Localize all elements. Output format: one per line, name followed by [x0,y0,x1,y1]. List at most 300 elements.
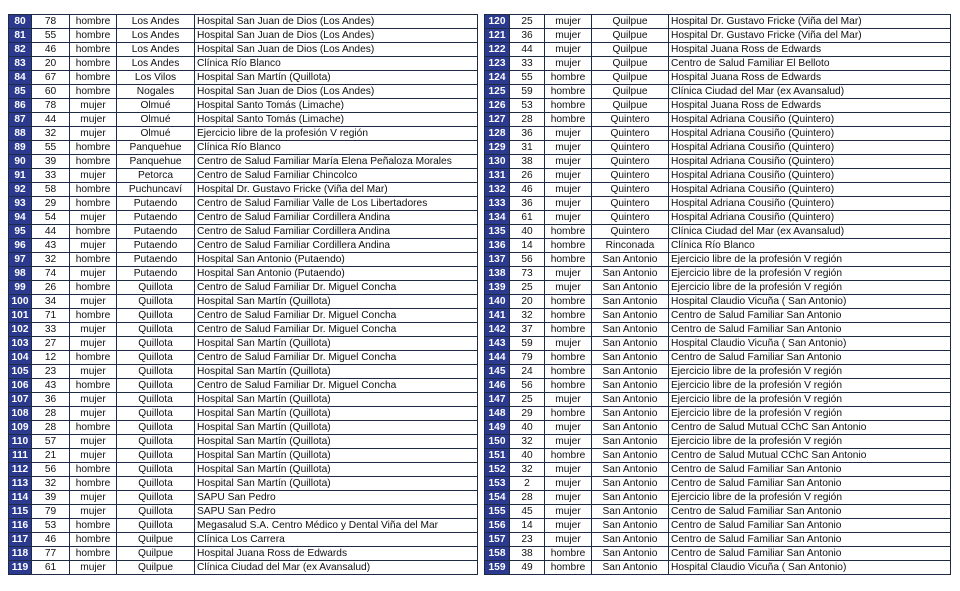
institution-cell: Centro de Salud Familiar Valle de Los Libertadores [195,197,478,211]
age-cell: 38 [510,155,545,169]
case-number-cell: 158 [485,547,510,561]
age-cell: 45 [510,505,545,519]
commune-cell: San Antonio [592,519,669,533]
institution-cell: Hospital Adriana Cousiño (Quintero) [669,155,951,169]
case-number-cell: 102 [9,323,32,337]
cases-table-right [484,14,951,575]
table-row [9,85,478,99]
commune-cell: Putaendo [117,253,195,267]
sex-cell: mujer [70,407,117,421]
case-number-cell: 142 [485,323,510,337]
age-cell: 32 [32,127,70,141]
commune-cell: San Antonio [592,351,669,365]
case-number-cell: 83 [9,57,32,71]
table-row [9,449,478,463]
cases-table-left-body [9,15,478,575]
commune-cell: San Antonio [592,253,669,267]
table-row [9,477,478,491]
institution-cell: Hospital Adriana Cousiño (Quintero) [669,211,951,225]
institution-cell: Hospital Dr. Gustavo Fricke (Viña del Mar) [669,29,951,43]
table-row [9,323,478,337]
age-cell: 32 [510,435,545,449]
sex-cell: hombre [545,561,592,575]
age-cell: 33 [510,57,545,71]
table-row [485,155,951,169]
institution-cell: Centro de Salud Familiar San Antonio [669,533,951,547]
case-number-cell: 104 [9,351,32,365]
table-row [9,281,478,295]
table-row [9,43,478,57]
age-cell: 28 [32,421,70,435]
case-number-cell: 128 [485,127,510,141]
institution-cell: Centro de Salud Familiar San Antonio [669,463,951,477]
commune-cell: Quintero [592,155,669,169]
table-row [485,71,951,85]
case-number-cell: 86 [9,99,32,113]
institution-cell: SAPU San Pedro [195,505,478,519]
commune-cell: Petorca [117,169,195,183]
sex-cell: hombre [70,477,117,491]
table-row [9,155,478,169]
table-row [485,183,951,197]
sex-cell: hombre [70,351,117,365]
case-number-cell: 98 [9,267,32,281]
commune-cell: San Antonio [592,309,669,323]
commune-cell: Quintero [592,141,669,155]
table-row [9,169,478,183]
institution-cell: Hospital Claudio Vicuña ( San Antonio) [669,295,951,309]
sex-cell: mujer [545,337,592,351]
institution-cell: Hospital San Martín (Quillota) [195,435,478,449]
age-cell: 23 [510,533,545,547]
sex-cell: mujer [70,505,117,519]
sex-cell: hombre [545,99,592,113]
sex-cell: mujer [545,533,592,547]
age-cell: 25 [510,393,545,407]
sex-cell: mujer [70,169,117,183]
sex-cell: hombre [70,15,117,29]
table-row [9,407,478,421]
age-cell: 71 [32,309,70,323]
institution-cell: Hospital Adriana Cousiño (Quintero) [669,113,951,127]
commune-cell: Quilpue [592,85,669,99]
age-cell: 59 [510,337,545,351]
table-row [9,379,478,393]
age-cell: 56 [32,463,70,477]
sex-cell: mujer [70,211,117,225]
institution-cell: Hospital Dr. Gustavo Fricke (Viña del Mar) [669,15,951,29]
age-cell: 33 [32,323,70,337]
commune-cell: Quillota [117,281,195,295]
commune-cell: Quintero [592,225,669,239]
case-number-cell: 100 [9,295,32,309]
sex-cell: hombre [545,547,592,561]
institution-cell: Hospital San Martín (Quillota) [195,337,478,351]
age-cell: 24 [510,365,545,379]
institution-cell: Hospital Claudio Vicuña ( San Antonio) [669,561,951,575]
case-number-cell: 127 [485,113,510,127]
sex-cell: mujer [70,99,117,113]
table-row [485,379,951,393]
commune-cell: San Antonio [592,547,669,561]
commune-cell: San Antonio [592,463,669,477]
institution-cell: Ejercicio libre de la profesión V región [669,393,951,407]
age-cell: 39 [32,491,70,505]
age-cell: 53 [32,519,70,533]
institution-cell: Hospital San Martín (Quillota) [195,71,478,85]
institution-cell: Hospital San Juan de Dios (Los Andes) [195,85,478,99]
case-number-cell: 121 [485,29,510,43]
case-number-cell: 112 [9,463,32,477]
case-number-cell: 80 [9,15,32,29]
age-cell: 14 [510,239,545,253]
age-cell: 43 [32,239,70,253]
institution-cell: Centro de Salud Familiar San Antonio [669,309,951,323]
case-number-cell: 81 [9,29,32,43]
institution-cell: Hospital Dr. Gustavo Fricke (Viña del Mar) [195,183,478,197]
commune-cell: Quillota [117,421,195,435]
table-row [485,351,951,365]
commune-cell: San Antonio [592,295,669,309]
commune-cell: Quintero [592,169,669,183]
commune-cell: Quillota [117,463,195,477]
table-row [485,477,951,491]
commune-cell: Putaendo [117,267,195,281]
table-row [485,113,951,127]
sex-cell: hombre [545,379,592,393]
case-number-cell: 141 [485,309,510,323]
sex-cell: hombre [70,29,117,43]
case-number-cell: 138 [485,267,510,281]
commune-cell: Quilpue [117,547,195,561]
case-number-cell: 111 [9,449,32,463]
commune-cell: Quillota [117,337,195,351]
institution-cell: Centro de Salud Familiar San Antonio [669,519,951,533]
commune-cell: San Antonio [592,337,669,351]
commune-cell: Quillota [117,477,195,491]
institution-cell: SAPU San Pedro [195,491,478,505]
table-row [9,337,478,351]
case-number-cell: 126 [485,99,510,113]
sex-cell: hombre [545,71,592,85]
table-row [485,211,951,225]
commune-cell: Quintero [592,197,669,211]
case-number-cell: 120 [485,15,510,29]
sex-cell: mujer [70,365,117,379]
sex-cell: mujer [545,155,592,169]
institution-cell: Ejercicio libre de la profesión V región [195,127,478,141]
institution-cell: Ejercicio libre de la profesión V región [669,365,951,379]
commune-cell: Olmué [117,99,195,113]
institution-cell: Ejercicio libre de la profesión V región [669,435,951,449]
table-row [485,561,951,575]
institution-cell: Hospital Adriana Cousiño (Quintero) [669,169,951,183]
institution-cell: Hospital San Martín (Quillota) [195,407,478,421]
table-row [485,421,951,435]
table-row [485,253,951,267]
commune-cell: Quillota [117,295,195,309]
age-cell: 49 [510,561,545,575]
table-row [485,295,951,309]
case-number-cell: 96 [9,239,32,253]
table-row [9,71,478,85]
case-number-cell: 146 [485,379,510,393]
sex-cell: mujer [70,435,117,449]
commune-cell: Quillota [117,365,195,379]
sex-cell: hombre [545,365,592,379]
age-cell: 26 [32,281,70,295]
age-cell: 21 [32,449,70,463]
table-row [485,309,951,323]
age-cell: 54 [32,211,70,225]
sex-cell: hombre [545,225,592,239]
sex-cell: hombre [70,519,117,533]
table-row [9,519,478,533]
age-cell: 33 [32,169,70,183]
age-cell: 53 [510,99,545,113]
commune-cell: Quillota [117,379,195,393]
institution-cell: Hospital San Juan de Dios (Los Andes) [195,15,478,29]
commune-cell: Panquehue [117,141,195,155]
case-number-cell: 101 [9,309,32,323]
institution-cell: Hospital San Antonio (Putaendo) [195,267,478,281]
institution-cell: Hospital Santo Tomás (Limache) [195,99,478,113]
sex-cell: mujer [545,421,592,435]
age-cell: 25 [510,281,545,295]
institution-cell: Centro de Salud Familiar Chincolco [195,169,478,183]
commune-cell: Quillota [117,519,195,533]
age-cell: 32 [510,463,545,477]
commune-cell: San Antonio [592,477,669,491]
age-cell: 36 [510,197,545,211]
institution-cell: Centro de Salud Familiar El Belloto [669,57,951,71]
sex-cell: hombre [545,351,592,365]
table-row [9,435,478,449]
institution-cell: Hospital San Martín (Quillota) [195,421,478,435]
commune-cell: San Antonio [592,533,669,547]
table-row [9,463,478,477]
age-cell: 44 [510,43,545,57]
case-number-cell: 117 [9,533,32,547]
commune-cell: Quillota [117,323,195,337]
case-number-cell: 88 [9,127,32,141]
age-cell: 61 [32,561,70,575]
case-number-cell: 109 [9,421,32,435]
institution-cell: Ejercicio libre de la profesión V región [669,267,951,281]
commune-cell: Putaendo [117,211,195,225]
sex-cell: mujer [545,183,592,197]
commune-cell: San Antonio [592,393,669,407]
age-cell: 46 [32,43,70,57]
case-number-cell: 136 [485,239,510,253]
case-number-cell: 125 [485,85,510,99]
sex-cell: mujer [545,169,592,183]
institution-cell: Hospital Juana Ross de Edwards [669,99,951,113]
institution-cell: Centro de Salud Familiar Cordillera Andina [195,211,478,225]
institution-cell: Clínica Ciudad del Mar (ex Avansalud) [669,225,951,239]
case-number-cell: 124 [485,71,510,85]
sex-cell: hombre [70,85,117,99]
case-number-cell: 85 [9,85,32,99]
age-cell: 32 [32,477,70,491]
institution-cell: Clínica Ciudad del Mar (ex Avansalud) [195,561,478,575]
sex-cell: hombre [545,85,592,99]
table-row [485,393,951,407]
institution-cell: Centro de Salud Familiar San Antonio [669,547,951,561]
sex-cell: mujer [545,43,592,57]
sex-cell: hombre [70,71,117,85]
commune-cell: Quillota [117,505,195,519]
commune-cell: Quintero [592,183,669,197]
sex-cell: mujer [545,463,592,477]
sex-cell: hombre [545,449,592,463]
case-number-cell: 90 [9,155,32,169]
age-cell: 29 [510,407,545,421]
age-cell: 78 [32,99,70,113]
table-row [9,183,478,197]
age-cell: 26 [510,169,545,183]
age-cell: 32 [510,309,545,323]
sex-cell: mujer [70,393,117,407]
commune-cell: Quillota [117,309,195,323]
age-cell: 40 [510,421,545,435]
institution-cell: Centro de Salud Familiar María Elena Peñaloza Morales [195,155,478,169]
institution-cell: Ejercicio libre de la profesión V región [669,379,951,393]
age-cell: 20 [510,295,545,309]
case-number-cell: 152 [485,463,510,477]
sex-cell: hombre [545,323,592,337]
commune-cell: Rinconada [592,239,669,253]
age-cell: 23 [32,365,70,379]
age-cell: 44 [32,113,70,127]
sex-cell: mujer [545,477,592,491]
case-number-cell: 150 [485,435,510,449]
institution-cell: Hospital Santo Tomás (Limache) [195,113,478,127]
institution-cell: Centro de Salud Familiar Cordillera Andina [195,225,478,239]
sex-cell: hombre [545,309,592,323]
case-number-cell: 130 [485,155,510,169]
sex-cell: mujer [545,435,592,449]
table-row [485,533,951,547]
cases-table-left [8,14,478,575]
case-number-cell: 143 [485,337,510,351]
age-cell: 36 [32,393,70,407]
institution-cell: Hospital San Martín (Quillota) [195,295,478,309]
table-row [485,281,951,295]
table-row [9,211,478,225]
sex-cell: mujer [545,281,592,295]
commune-cell: Quilpue [592,29,669,43]
sex-cell: hombre [70,547,117,561]
case-number-cell: 122 [485,43,510,57]
institution-cell: Hospital San Antonio (Putaendo) [195,253,478,267]
case-number-cell: 93 [9,197,32,211]
commune-cell: Quillota [117,407,195,421]
sex-cell: hombre [70,309,117,323]
age-cell: 36 [510,29,545,43]
table-row [485,449,951,463]
table-row [9,393,478,407]
institution-cell: Centro de Salud Familiar San Antonio [669,351,951,365]
sex-cell: hombre [70,57,117,71]
institution-cell: Hospital San Martín (Quillota) [195,365,478,379]
table-row [485,491,951,505]
age-cell: 25 [510,15,545,29]
case-number-cell: 114 [9,491,32,505]
sex-cell: mujer [545,393,592,407]
institution-cell: Hospital San Juan de Dios (Los Andes) [195,29,478,43]
case-number-cell: 106 [9,379,32,393]
institution-cell: Centro de Salud Familiar Dr. Miguel Concha [195,351,478,365]
case-number-cell: 137 [485,253,510,267]
sex-cell: hombre [70,421,117,435]
institution-cell: Ejercicio libre de la profesión V región [669,491,951,505]
sex-cell: mujer [545,15,592,29]
case-number-cell: 131 [485,169,510,183]
age-cell: 58 [32,183,70,197]
sex-cell: mujer [545,197,592,211]
case-number-cell: 156 [485,519,510,533]
sex-cell: mujer [70,295,117,309]
commune-cell: Quillota [117,435,195,449]
age-cell: 56 [510,379,545,393]
institution-cell: Centro de Salud Familiar San Antonio [669,505,951,519]
commune-cell: Quillota [117,393,195,407]
case-number-cell: 108 [9,407,32,421]
sex-cell: mujer [70,491,117,505]
sex-cell: hombre [70,183,117,197]
commune-cell: Quilpue [592,99,669,113]
table-row [485,43,951,57]
commune-cell: San Antonio [592,561,669,575]
table-row [9,547,478,561]
case-number-cell: 139 [485,281,510,295]
sex-cell: hombre [70,197,117,211]
sex-cell: mujer [545,141,592,155]
case-number-cell: 118 [9,547,32,561]
age-cell: 28 [32,407,70,421]
table-row [485,365,951,379]
table-row [9,533,478,547]
commune-cell: San Antonio [592,491,669,505]
institution-cell: Hospital San Martín (Quillota) [195,463,478,477]
case-number-cell: 92 [9,183,32,197]
institution-cell: Ejercicio libre de la profesión V región [669,407,951,421]
commune-cell: Quintero [592,113,669,127]
age-cell: 55 [32,29,70,43]
sex-cell: mujer [545,267,592,281]
institution-cell: Centro de Salud Familiar Dr. Miguel Concha [195,281,478,295]
age-cell: 77 [32,547,70,561]
institution-cell: Ejercicio libre de la profesión V región [669,253,951,267]
age-cell: 55 [510,71,545,85]
age-cell: 14 [510,519,545,533]
age-cell: 44 [32,225,70,239]
institution-cell: Hospital Adriana Cousiño (Quintero) [669,127,951,141]
age-cell: 56 [510,253,545,267]
age-cell: 74 [32,267,70,281]
case-number-cell: 107 [9,393,32,407]
age-cell: 37 [510,323,545,337]
commune-cell: Quillota [117,449,195,463]
table-row [9,505,478,519]
table-row [9,99,478,113]
commune-cell: San Antonio [592,435,669,449]
case-number-cell: 157 [485,533,510,547]
age-cell: 79 [510,351,545,365]
case-number-cell: 91 [9,169,32,183]
commune-cell: Los Andes [117,15,195,29]
